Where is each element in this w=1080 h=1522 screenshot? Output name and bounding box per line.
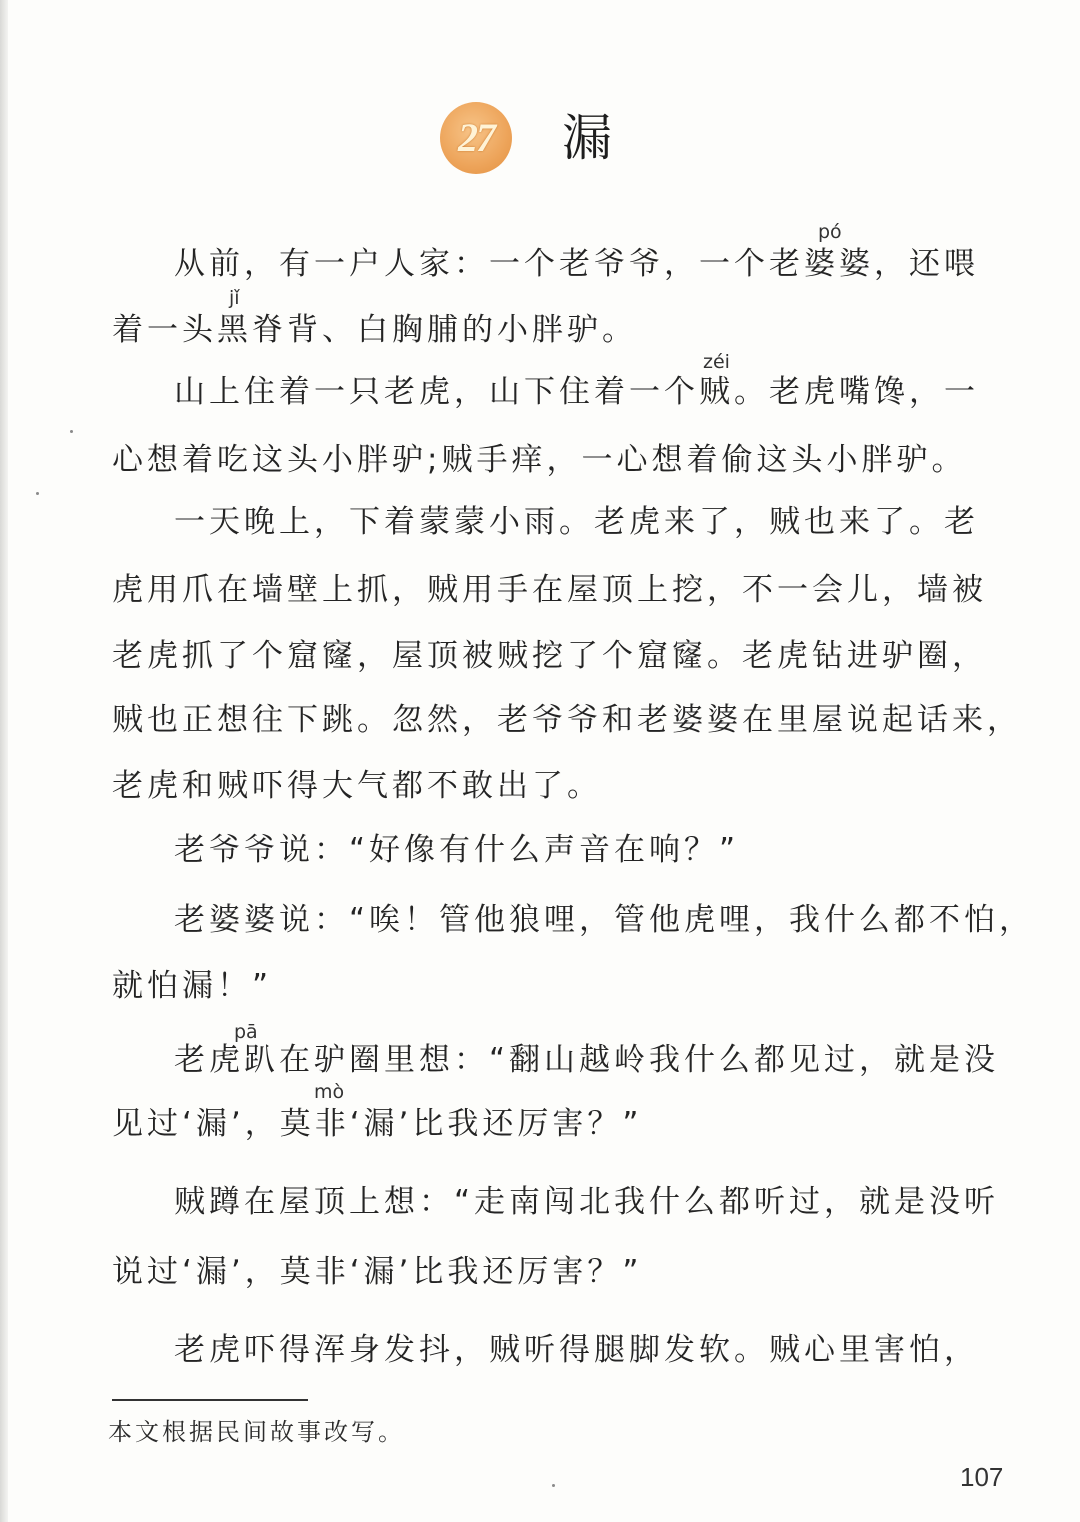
paragraph-1-line-1: 从前，有一户人家：一个老爷爷，一个老婆婆，还喂 [174, 246, 979, 282]
pinyin-pa: pā [234, 1021, 258, 1043]
pinyin-po: pó [818, 221, 842, 243]
paragraph-6-line-2: 见过‘漏’，莫非‘漏’比我还厉害？” [112, 1106, 643, 1142]
pinyin-mo: mò [314, 1081, 345, 1103]
paragraph-5-line-1: 老婆婆说：“唉！管他狼哩，管他虎哩，我什么都不怕， [174, 902, 1035, 938]
paragraph-3-line-2: 虎用爪在墙壁上抓，贼用手在屋顶上挖，不一会儿，墙被 [112, 572, 987, 608]
paragraph-3-line-3: 老虎抓了个窟窿，屋顶被贼挖了个窟窿。老虎钻进驴圈， [112, 638, 987, 674]
page-number: 107 [960, 1462, 1004, 1492]
lesson-number: 27 [458, 115, 494, 160]
pinyin-zei: zéi [703, 351, 730, 373]
paragraph-3-line-4: 贼也正想往下跳。忽然，老爷爷和老婆婆在里屋说起话来， [112, 702, 1022, 738]
paragraph-2-line-1: 山上住着一只老虎，山下住着一个贼。老虎嘴馋，一 [174, 374, 979, 410]
footnote-divider [112, 1399, 308, 1401]
pinyin-ji: jǐ [229, 287, 240, 309]
paragraph-5-line-2: 就怕漏！” [112, 968, 273, 1004]
lesson-title: 漏 [562, 109, 612, 167]
paragraph-3-line-1: 一天晚上，下着蒙蒙小雨。老虎来了，贼也来了。老 [174, 504, 979, 540]
scan-speck [70, 430, 73, 433]
footnote: 本文根据民间故事改写。 [108, 1418, 405, 1446]
scan-speck [36, 492, 39, 495]
paragraph-4-line-1: 老爷爷说：“好像有什么声音在响？” [174, 832, 740, 868]
paragraph-7-line-1: 贼蹲在屋顶上想：“走南闯北我什么都听过，就是没听 [174, 1184, 1000, 1220]
scan-speck [552, 1484, 555, 1487]
paragraph-1-line-2: 着一头黑脊背、白胸脯的小胖驴。 [112, 312, 637, 348]
paragraph-7-line-2: 说过‘漏’，莫非‘漏’比我还厉害？” [112, 1254, 643, 1290]
paragraph-6-line-1: 老虎趴在驴圈里想：“翻山越岭我什么都见过，就是没 [174, 1042, 1000, 1078]
paragraph-8-line-1: 老虎吓得浑身发抖，贼听得腿脚发软。贼心里害怕， [174, 1332, 979, 1368]
paragraph-2-line-2: 心想着吃这头小胖驴;贼手痒，一心想着偷这头小胖驴。 [112, 442, 967, 478]
paragraph-3-line-5: 老虎和贼吓得大气都不敢出了。 [112, 768, 602, 804]
